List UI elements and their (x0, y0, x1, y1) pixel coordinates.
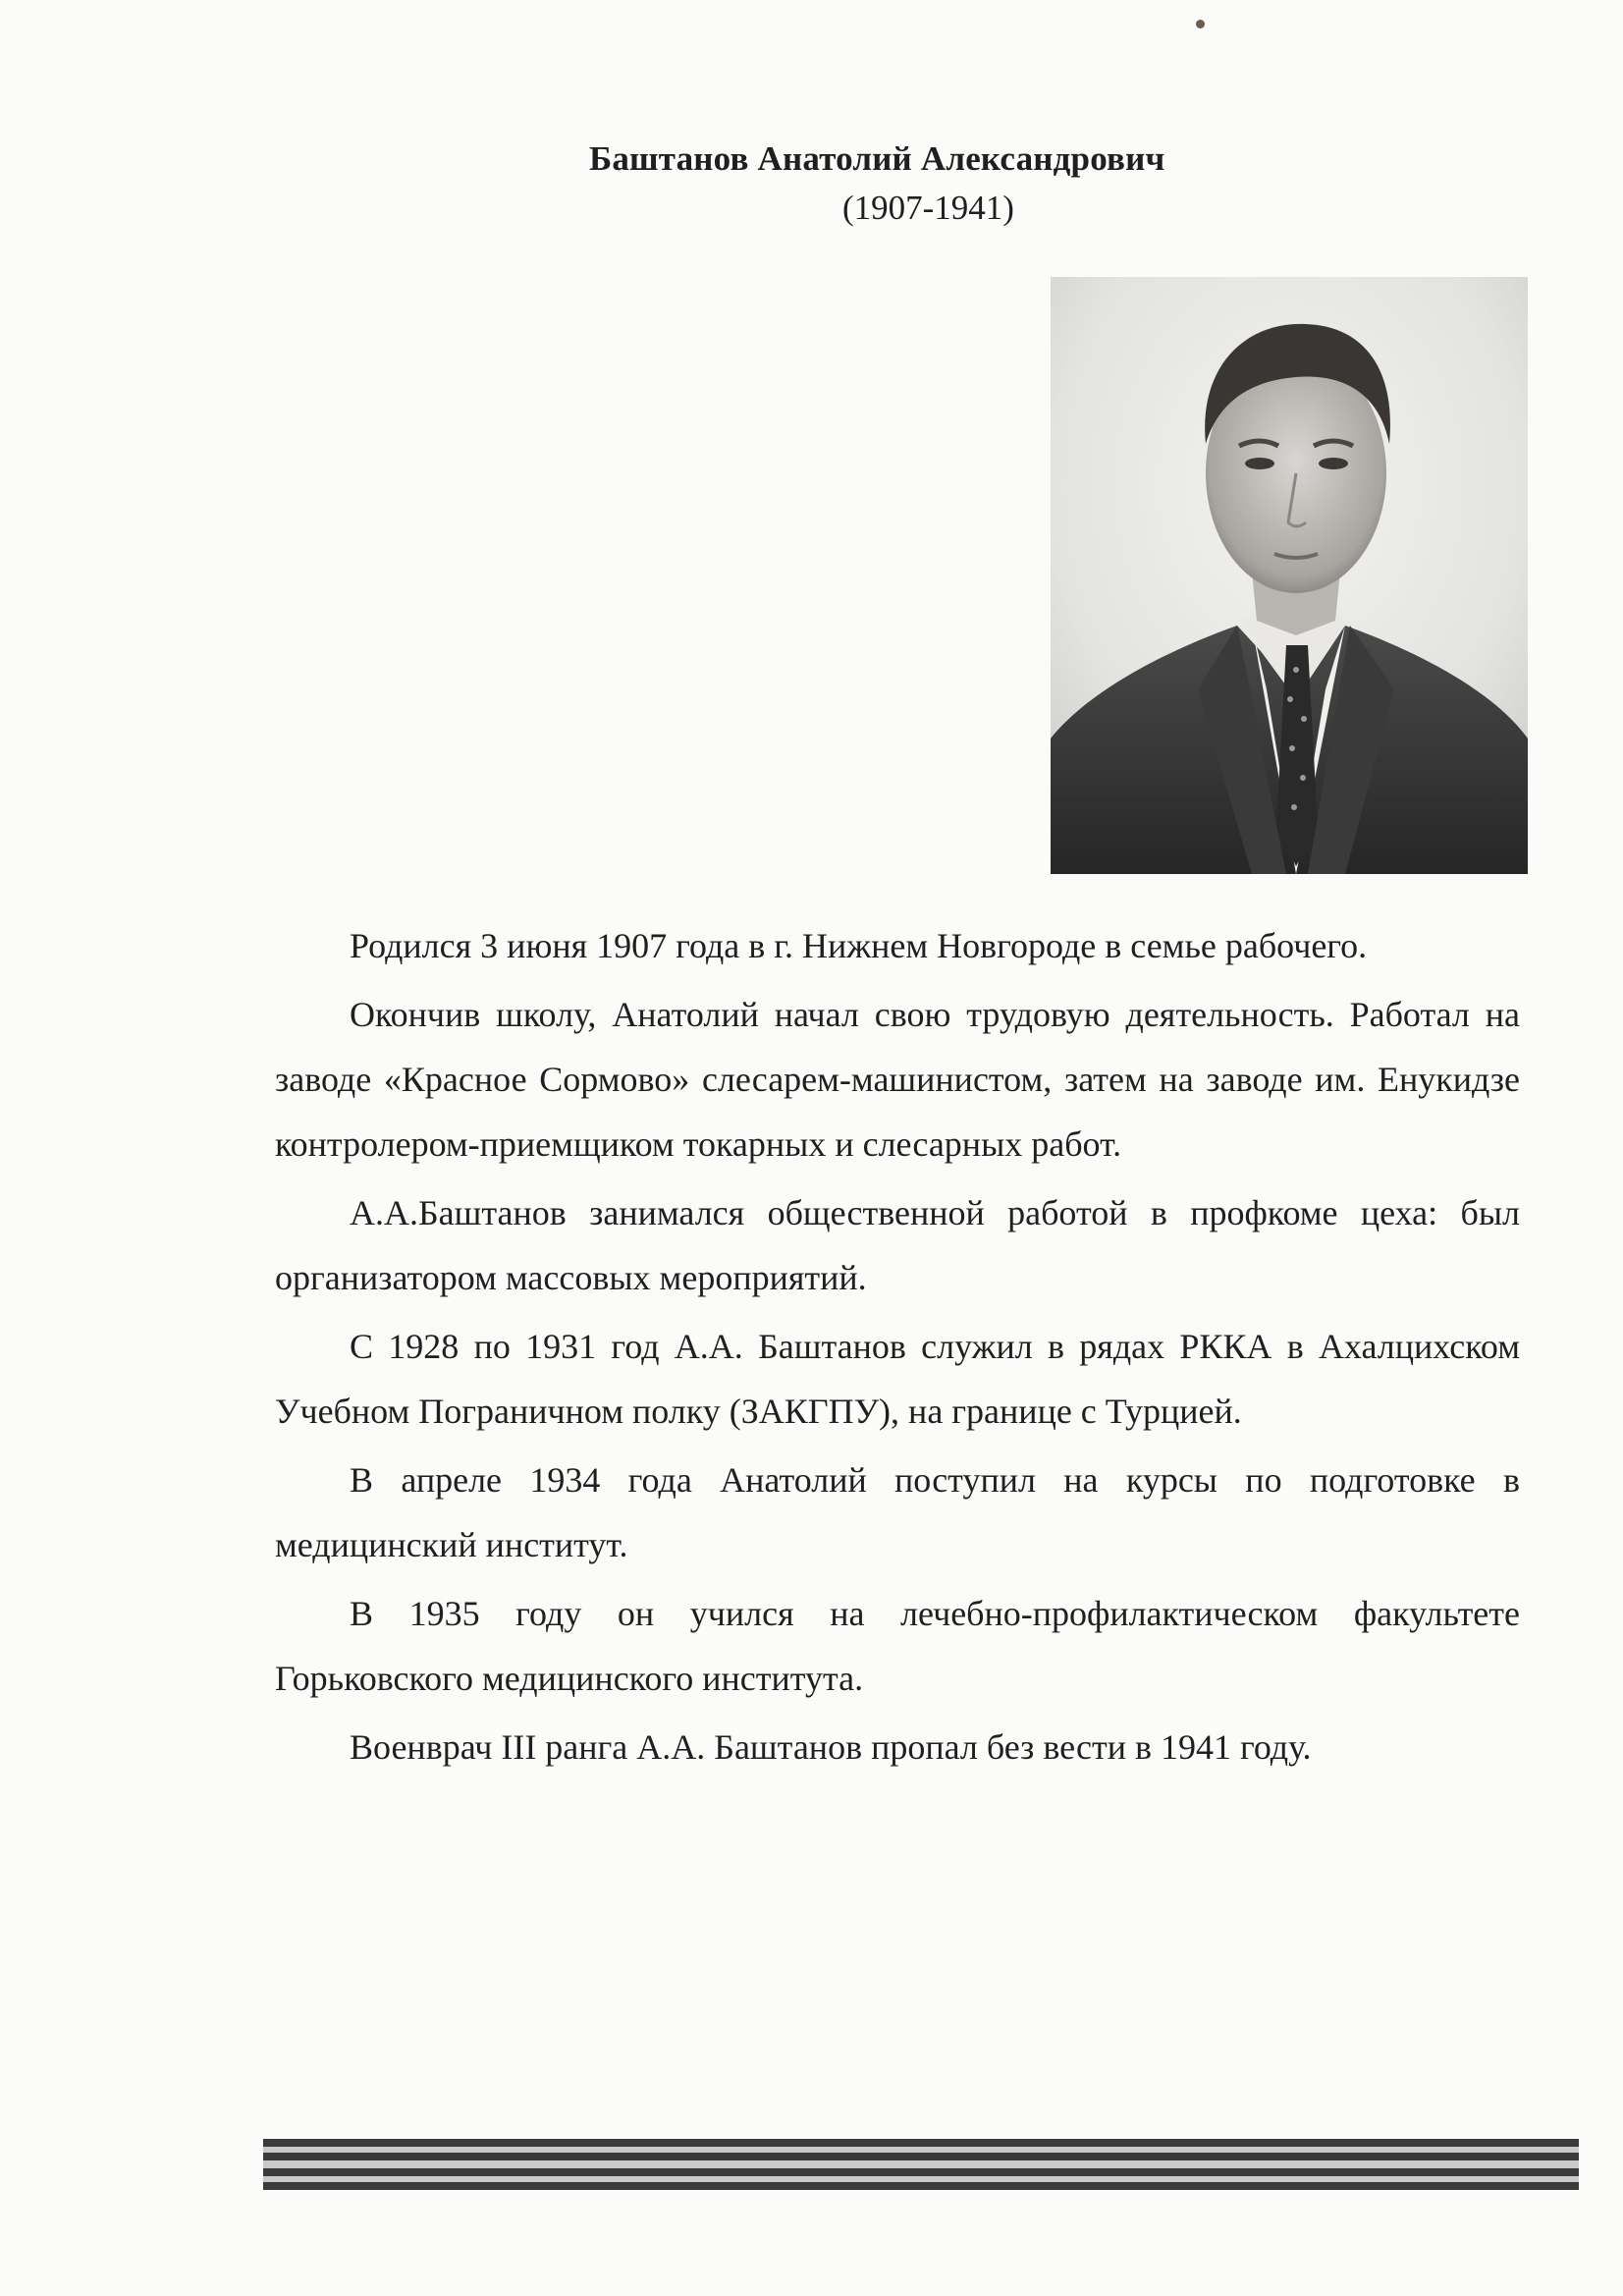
biography-paragraph: А.А.Баштанов занимался общественной работой в профкоме цеха: был организатором массовых мероприятий. (275, 1193, 1520, 1297)
biography-paragraph: Окончив школу, Анатолий начал свою трудовую деятельность. Работал на заводе «Красное Сормово» слесарем-машинистом, затем на заводе им. Енукидзе контролером-приемщиком токарных и слесарных работ. (275, 995, 1520, 1164)
st-george-ribbon-icon (263, 2139, 1579, 2190)
biography-paragraph: С 1928 по 1931 год А.А. Баштанов служил в рядах РККА в Ахалцихском Учебном Пограничном полку (ЗАКГПУ), на границе с Турцией. (275, 1327, 1520, 1431)
biography-paragraph: В апреле 1934 года Анатолий поступил на курсы по подготовке в медицинский институт. (275, 1460, 1520, 1564)
biography-text (275, 913, 1520, 1783)
life-years: (1907-1941) (842, 189, 1014, 227)
paper-speck (1196, 20, 1205, 28)
biography-paragraph: Военврач III ранга А.А. Баштанов пропал без вести в 1941 году. (350, 1727, 1312, 1767)
biography-paragraph: В 1935 году он учился на лечебно-профилактическом факультете Горьковского медицинского института. (275, 1594, 1520, 1698)
biography-paragraph: Родился 3 июня 1907 года в г. Нижнем Новгороде в семье рабочего. (350, 926, 1368, 965)
portrait-photo-icon (1051, 277, 1528, 874)
person-name-heading: Баштанов Анатолий Александрович (589, 139, 1165, 178)
